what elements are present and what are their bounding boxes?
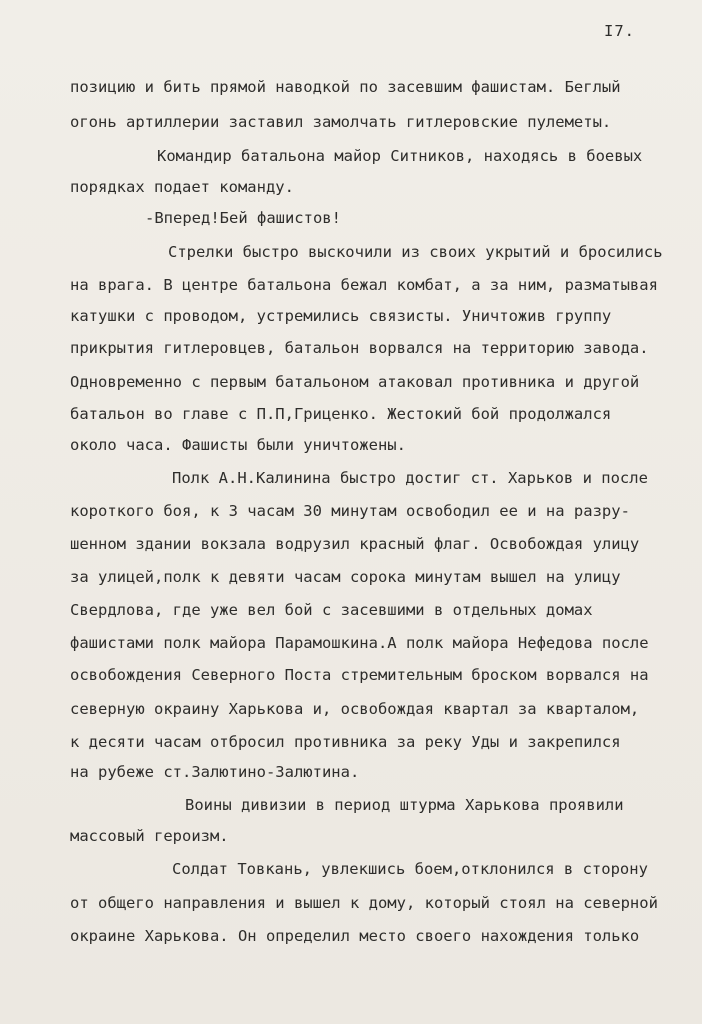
text-line: фашистами полк майора Парамошкина.А полк майора Нефедова после	[70, 634, 649, 652]
text-line: Одновременно с первым батальоном атаковал противника и другой	[70, 373, 640, 391]
text-line: шенном здании вокзала водрузил красный флаг. Освобождая улицу	[70, 535, 640, 553]
text-line: катушки с проводом, устремились связисты. Уничтожив группу	[70, 307, 612, 325]
text-line: северную окраину Харькова и, освобождая квартал за кварталом,	[70, 700, 640, 718]
text-line: около часа. Фашисты были уничтожены.	[70, 436, 406, 454]
page-number: I7.	[604, 22, 635, 40]
text-line: массовый героизм.	[70, 827, 229, 845]
text-line: на врага. В центре батальона бежал комбат, а за ним, разматывая	[70, 276, 658, 294]
text-line: короткого боя, к 3 часам 30 минутам освободил ее и на разру-	[70, 502, 630, 520]
text-line: Стрелки быстро выскочили из своих укрытий и бросились	[168, 243, 663, 261]
text-line: от общего направления и вышел к дому, который стоял на северной	[70, 894, 658, 912]
text-line: окраине Харькова. Он определил место своего нахождения только	[70, 927, 640, 945]
text-line: Свердлова, где уже вел бой с засевшими в отдельных домах	[70, 601, 593, 619]
text-line: к десяти часам отбросил противника за реку Уды и закрепился	[70, 733, 621, 751]
text-line: порядках подает команду.	[70, 178, 294, 196]
text-line: на рубеже ст.Залютино-Залютина.	[70, 763, 360, 781]
text-line: огонь артиллерии заставил замолчать гитлеровские пулеметы.	[70, 113, 612, 131]
text-line: освобождения Северного Поста стремительным броском ворвался на	[70, 666, 649, 684]
text-line: Полк А.Н.Калинина быстро достиг ст. Харьков и после	[172, 469, 648, 487]
text-line: Воины дивизии в период штурма Харькова проявили	[185, 796, 624, 814]
text-line: Солдат Товкань, увлекшись боем,отклонился в сторону	[172, 860, 648, 878]
text-line: прикрытия гитлеровцев, батальон ворвался на территорию завода.	[70, 339, 649, 357]
text-line: батальон во главе с П.П,Гриценко. Жестокий бой продолжался	[70, 405, 612, 423]
text-line: за улицей,полк к девяти часам сорока минутам вышел на улицу	[70, 568, 621, 586]
text-line: -Вперед!Бей фашистов!	[145, 209, 341, 227]
text-line: позицию и бить прямой наводкой по засевшим фашистам. Беглый	[70, 78, 621, 96]
text-line: Командир батальона майор Ситников, находясь в боевых	[157, 147, 643, 165]
